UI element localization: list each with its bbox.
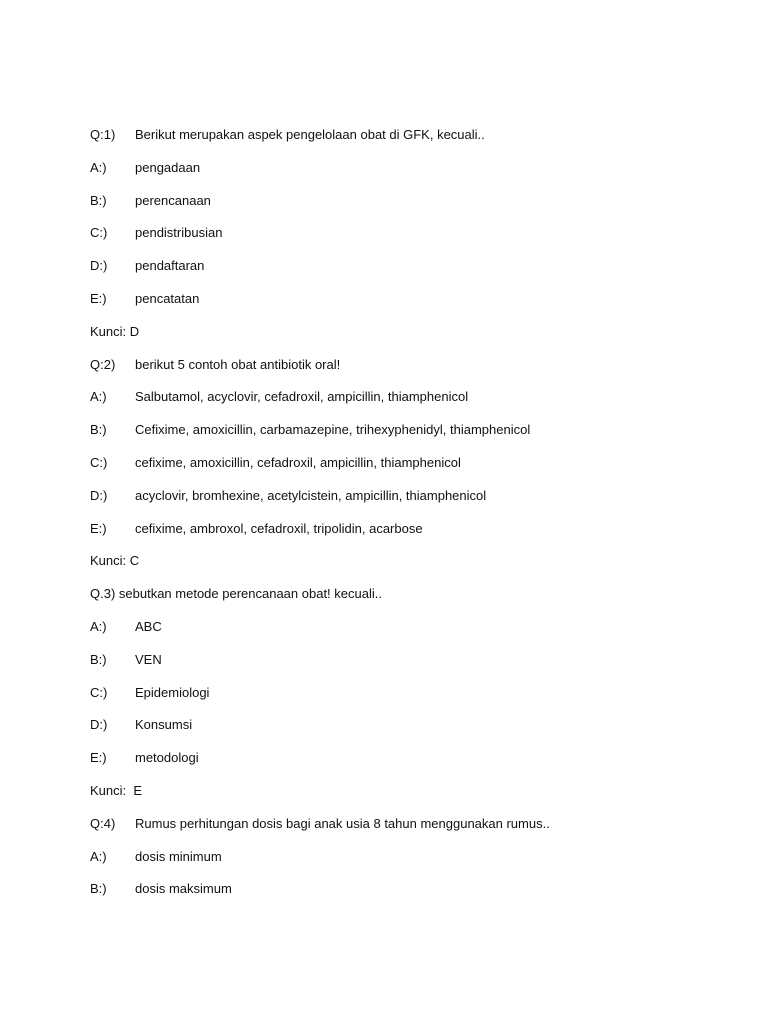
- question-text: Berikut merupakan aspek pengelolaan obat di GFK, kecuali..: [135, 127, 485, 142]
- option-label: B:): [90, 192, 107, 208]
- option-text: Cefixime, amoxicillin, carbamazepine, trihexyphenidyl, thiamphenicol: [135, 422, 531, 438]
- option-label: A:): [90, 389, 107, 405]
- question-line: [90, 126, 730, 159]
- option-label: B:): [90, 422, 107, 438]
- option-label: A:): [90, 159, 107, 175]
- answer-key: Kunci: C: [90, 553, 140, 569]
- option-label: D:): [90, 487, 108, 503]
- question-text: Q.3) sebutkan metode perencanaan obat! kecuali..: [90, 586, 382, 602]
- option-text: pengadaan: [135, 159, 201, 175]
- option-text: Konsumsi: [135, 717, 193, 733]
- option-line: [90, 257, 730, 290]
- option-line: [90, 421, 730, 454]
- option-label: C:): [90, 454, 108, 470]
- option-label: A:): [90, 618, 107, 634]
- question-text: berikut 5 contoh obat antibiotik oral!: [135, 356, 341, 372]
- option-text: pencatatan: [135, 290, 200, 306]
- option-line: [90, 487, 730, 520]
- answer-key-line: [90, 323, 730, 356]
- answer-key-line: [90, 782, 730, 815]
- option-text: dosis minimum: [135, 848, 222, 864]
- question-line: [90, 585, 730, 618]
- option-text: dosis maksimum: [135, 881, 232, 897]
- option-text: metodologi: [135, 750, 199, 766]
- option-text: ABC: [135, 618, 162, 634]
- option-line: [90, 159, 730, 192]
- option-text: pendistribusian: [135, 225, 223, 241]
- option-text: Epidemiologi: [135, 684, 210, 700]
- option-line: [90, 716, 730, 749]
- question-text: Rumus perhitungan dosis bagi anak usia 8 tahun menggunakan rumus..: [135, 815, 550, 831]
- question-number: Q:2): [90, 356, 116, 372]
- option-text: perencanaan: [135, 192, 211, 208]
- option-label: C:): [90, 684, 108, 700]
- option-line: [90, 290, 730, 323]
- option-text: cefixime, amoxicillin, cefadroxil, ampicillin, thiamphenicol: [135, 454, 461, 470]
- option-label: D:): [90, 258, 108, 274]
- answer-key: Kunci: E: [90, 782, 143, 798]
- option-label: E:): [90, 750, 107, 766]
- option-text: pendaftaran: [135, 258, 205, 274]
- question-line: [90, 356, 730, 389]
- option-label: C:): [90, 225, 108, 241]
- option-line: [90, 454, 730, 487]
- option-label: A:): [90, 848, 107, 864]
- option-label: E:): [90, 520, 107, 536]
- option-line: [90, 224, 730, 257]
- answer-key: Kunci: D: [90, 323, 140, 339]
- option-line: [90, 848, 730, 881]
- option-line: [90, 388, 730, 421]
- question-number: Q:1): [90, 127, 116, 142]
- option-line: [90, 880, 730, 913]
- option-line: [90, 520, 730, 553]
- option-line: [90, 749, 730, 782]
- question-number: Q:4): [90, 815, 116, 831]
- document-page: [90, 126, 730, 913]
- option-line: [90, 192, 730, 225]
- option-label: D:): [90, 717, 108, 733]
- question-line: [90, 815, 730, 848]
- option-label: B:): [90, 651, 107, 667]
- option-text: cefixime, ambroxol, cefadroxil, tripolidin, acarbose: [135, 520, 423, 536]
- option-text: acyclovir, bromhexine, acetylcistein, ampicillin, thiamphenicol: [135, 487, 487, 503]
- option-line: [90, 684, 730, 717]
- option-text: VEN: [135, 651, 162, 667]
- option-label: B:): [90, 881, 107, 897]
- option-text: Salbutamol, acyclovir, cefadroxil, ampicillin, thiamphenicol: [135, 389, 469, 405]
- option-label: E:): [90, 290, 107, 306]
- answer-key-line: [90, 552, 730, 585]
- option-line: [90, 618, 730, 651]
- option-line: [90, 651, 730, 684]
